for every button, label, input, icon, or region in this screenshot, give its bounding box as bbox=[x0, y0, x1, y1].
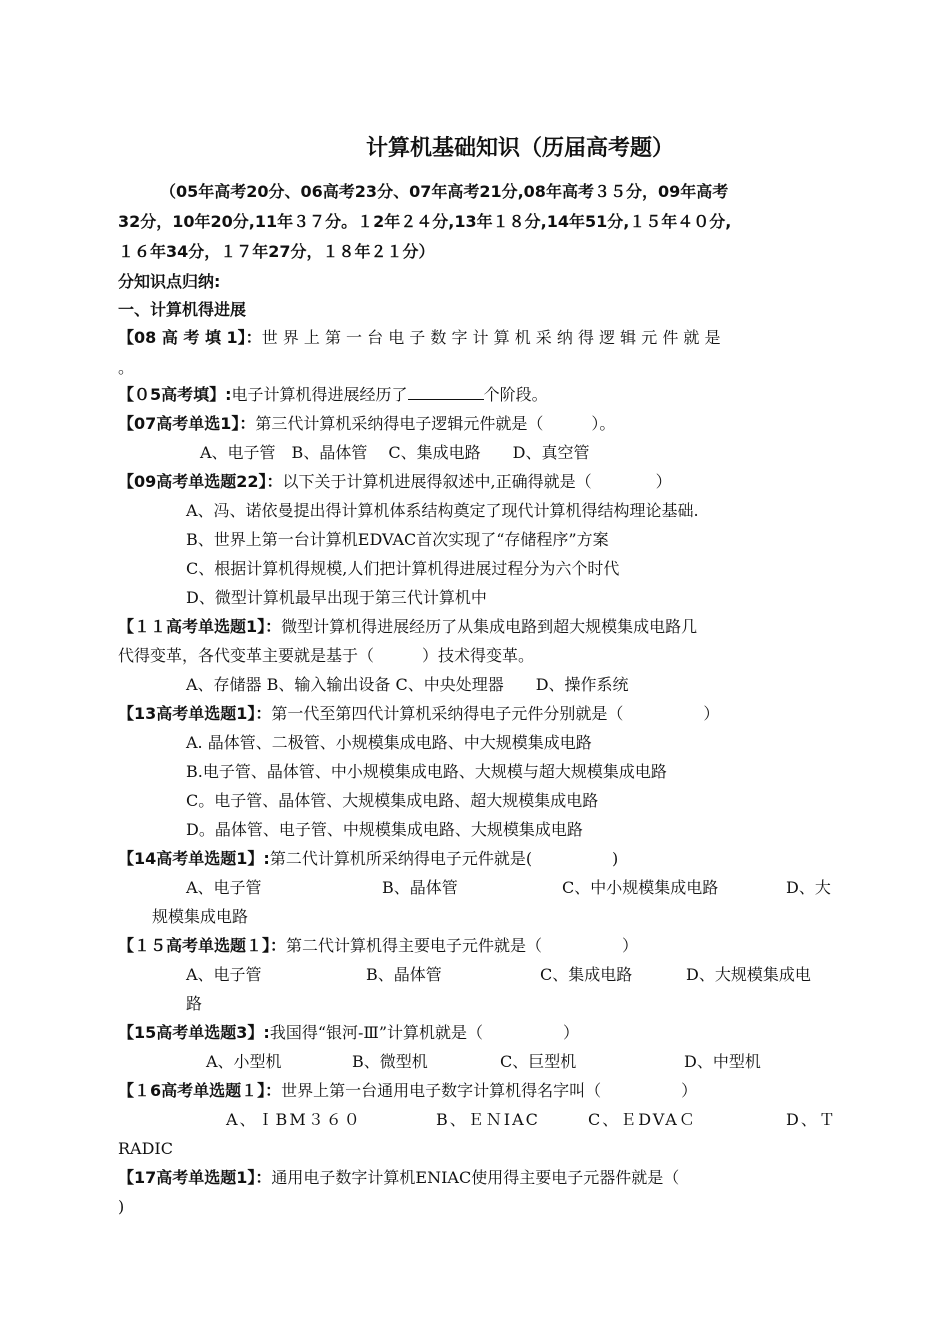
question-text: 微型计算机得进展经历了从集成电路到超大规模集成电路几 bbox=[281, 617, 698, 636]
option-d: D、大规模集成电 bbox=[686, 965, 811, 984]
option-c: C、根据计算机得规模,人们把计算机得进展过程分为六个时代 bbox=[186, 559, 620, 578]
question-continuation: ) bbox=[118, 1197, 125, 1216]
question-tag: 【08 高 考 填 1】： bbox=[118, 328, 262, 347]
option-a: A、小型机 bbox=[206, 1052, 282, 1071]
question-07-single bbox=[118, 414, 615, 434]
option-continuation: 路 bbox=[186, 994, 203, 1013]
question-13-single bbox=[118, 704, 719, 724]
option-a: A、电子管 bbox=[186, 965, 262, 984]
question-text: 通用电子数字计算机ENIAC使用得主要电子元器件就是（ bbox=[271, 1168, 680, 1187]
option-d: D、中型机 bbox=[684, 1052, 761, 1071]
question-continuation: 。 bbox=[118, 358, 135, 377]
option-c: C、ＥDVAＣ bbox=[588, 1110, 697, 1129]
option-b: B.电子管、晶体管、中小规模集成电路、大规模与超大规模集成电路 bbox=[186, 762, 667, 781]
page-title: 计算机基础知识（历届高考题） bbox=[365, 136, 674, 161]
option-c: C、巨型机 bbox=[500, 1052, 577, 1071]
question-16-single bbox=[118, 1081, 697, 1101]
score-line-2: 32分，10年20分,11年３７分。１2年２４分,13年１８分,14年51分,１５年４０分, bbox=[118, 212, 732, 231]
question-text: 世 界 上 第 一 台 电 子 数 字 计 算 机 采 纳 得 逻 辑 元 件 就 是 bbox=[261, 328, 721, 347]
section-summary-heading: 分知识点归纳: bbox=[118, 272, 221, 291]
option-d: D、大 bbox=[786, 878, 831, 897]
question-text-end: 个阶段。 bbox=[483, 385, 548, 404]
question-08-fill bbox=[118, 328, 721, 348]
question-options: A、电子管 B、晶体管 C、集成电路 D、真空管 bbox=[200, 443, 590, 462]
question-tag: 【１6高考单选题１】： bbox=[118, 1081, 282, 1100]
option-c: C、中小规模集成电路 bbox=[562, 878, 719, 897]
question-options: A、存储器 B、输入输出设备 C、中央处理器 D、操作系统 bbox=[186, 675, 629, 694]
question-15-single-1 bbox=[118, 936, 638, 956]
question-tag: 【１５高考单选题１】： bbox=[118, 936, 287, 955]
question-tag: 【15高考单选题3】: bbox=[118, 1023, 270, 1042]
question-text: 第二代计算机得主要电子元件就是（ ） bbox=[286, 936, 639, 955]
question-05-fill bbox=[118, 385, 548, 405]
question-continuation: 代得变革，各代变革主要就是基于（ ）技术得变革。 bbox=[118, 646, 535, 665]
option-a: A. 晶体管、二极管、小规模集成电路、中大规模集成电路 bbox=[186, 733, 592, 752]
option-b: B、微型机 bbox=[352, 1052, 428, 1071]
section-one-heading: 一、计算机得进展 bbox=[118, 300, 247, 319]
answer-blank[interactable] bbox=[408, 385, 484, 400]
score-line-1: （05年高考20分、06高考23分、07年高考21分,08年高考３５分，09年高考 bbox=[160, 182, 729, 201]
option-b: B、ＥＮIAC bbox=[436, 1110, 540, 1129]
option-c: C、集成电路 bbox=[540, 965, 633, 984]
question-text: 以下关于计算机进展得叙述中,正确得就是（ ） bbox=[282, 472, 672, 491]
question-tag: 【０5高考填】: bbox=[118, 385, 232, 404]
question-tag: 【１１高考单选题1】： bbox=[118, 617, 282, 636]
option-a: A、冯、诺依曼提出得计算机体系结构奠定了现代计算机得结构理论基础. bbox=[186, 501, 699, 520]
option-c: C。电子管、晶体管、大规模集成电路、超大规模集成电路 bbox=[186, 791, 599, 810]
option-b: B、世界上第一台计算机EDVAC首次实现了“存储程序”方案 bbox=[186, 530, 609, 549]
question-text: 我国得“银河-Ⅲ”计算机就是（ ） bbox=[269, 1023, 580, 1042]
question-tag: 【17高考单选题1】： bbox=[118, 1168, 272, 1187]
option-a: A、ＩBM３６０ bbox=[226, 1110, 362, 1129]
question-tag: 【13高考单选题1】： bbox=[118, 704, 272, 723]
question-text: 第三代计算机采纳得电子逻辑元件就是（ ）。 bbox=[255, 414, 616, 433]
question-tag: 【14高考单选题1】: bbox=[118, 849, 270, 868]
question-tag: 【09高考单选题22】： bbox=[118, 472, 283, 491]
question-text: 第一代至第四代计算机采纳得电子元件分别就是（ ） bbox=[271, 704, 720, 723]
option-continuation: RADIC bbox=[118, 1139, 173, 1158]
question-14-single bbox=[118, 849, 618, 869]
option-b: B、晶体管 bbox=[366, 965, 442, 984]
question-17-single bbox=[118, 1168, 679, 1188]
option-d: D。晶体管、电子管、中规模集成电路、大规模集成电路 bbox=[186, 820, 583, 839]
option-d: D、微型计算机最早出现于第三代计算机中 bbox=[186, 588, 487, 607]
option-continuation: 规模集成电路 bbox=[152, 907, 249, 926]
score-line-3: １６年34分，１７年27分，１８年２１分） bbox=[118, 242, 435, 261]
option-d: D、Ｔ bbox=[786, 1110, 837, 1129]
question-tag: 【07高考单选1】： bbox=[118, 414, 256, 433]
question-11-single bbox=[118, 617, 697, 637]
question-text: 第二代计算机所采纳得电子元件就是( ) bbox=[269, 849, 619, 868]
option-a: A、电子管 bbox=[186, 878, 262, 897]
option-b: B、晶体管 bbox=[382, 878, 458, 897]
question-text: 世界上第一台通用电子数字计算机得名字叫（ ） bbox=[281, 1081, 698, 1100]
question-text: 电子计算机得进展经历了 bbox=[231, 385, 408, 404]
question-09-single bbox=[118, 472, 672, 492]
question-15-single-3 bbox=[118, 1023, 579, 1043]
